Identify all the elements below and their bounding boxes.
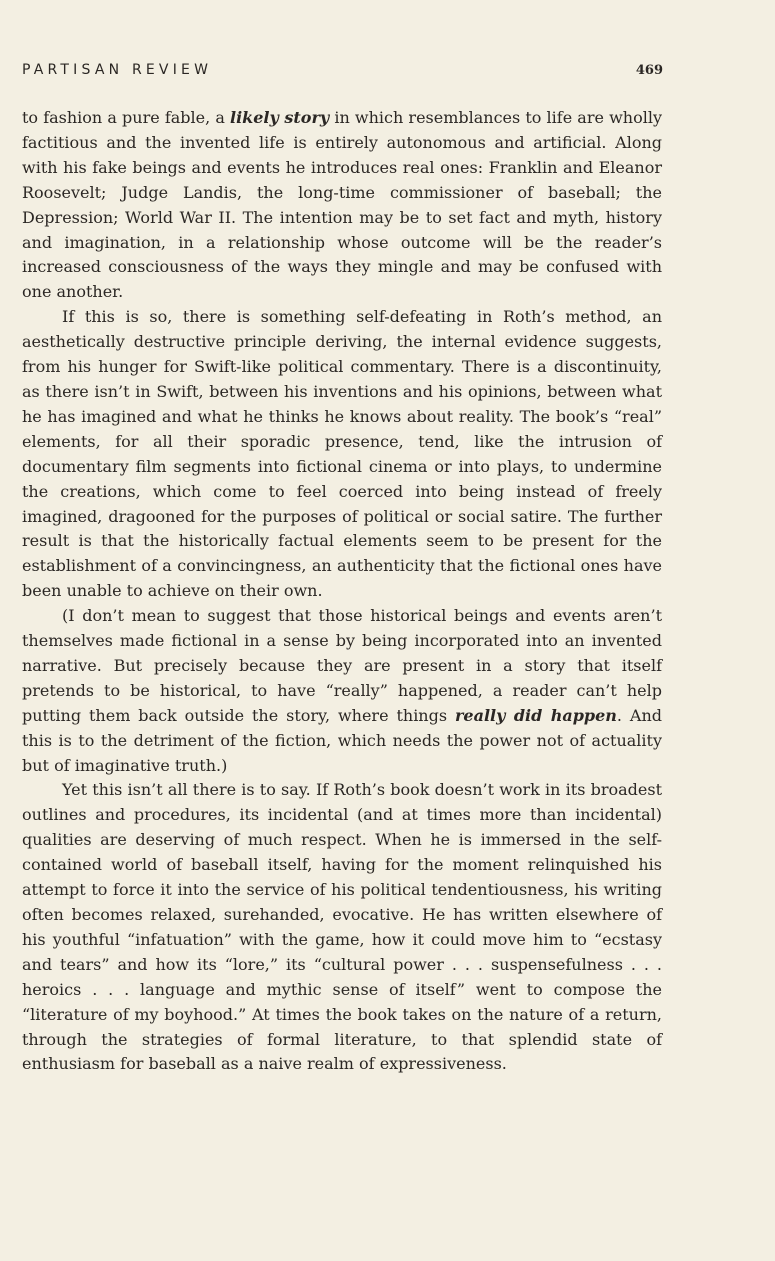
paragraph <box>22 305 662 604</box>
running-header <box>22 62 663 78</box>
text-run: in which resemblances to life are wholly factitious and the invented life is entirely autonomous and artificial. Along with his fake beings and events he introduces real ones: Franklin and Eleanor Roosevelt; Judge Landis, the long-time commissioner of baseball; the Depression; World War II. The intention may be to set fact and myth, history and imagination, in a relationship whose outcome will be the reader’s increased consciousness of the ways they mingle and may be confused with one another. <box>22 108 663 302</box>
text-run: If this is so, there is something self-defeating in Roth’s method, an aesthetically destructive principle deriving, the internal evidence suggests, from his hunger for Swift-like political commentary. There is a discontinuity, as there isn’t in Swift, between his inventions and his opinions, between what he has imagined and what he thinks he knows about reality. The book’s “real” elements, for all their sporadic presence, tend, like the intrusion of documentary film segments into fictional cinema or into plays, to undermine the creations, which come to feel coerced into being instead of freely imagined, dragooned for the purposes of political or social satire. The further result is that the historically factual elements seem to be present for the establishment of a convincingness, an authenticity that the fictional ones have been unable to achieve on their own. <box>22 307 662 601</box>
text-run: (I don’t mean to suggest that those historical beings and events aren’t themselves made fictional in a sense by being incorporated into an invented narrative. But precisely because they are present in a story that itself pretends to be historical, to have “really” happened, a reader can’t help putting them back outside the story, where things <box>22 606 662 725</box>
body-text <box>22 106 662 1077</box>
text-run: Yet this isn’t all there is to say. If Roth’s book doesn’t work in its broadest outlines and procedures, its incidental (and at times more than incidental) qualities are deserving of much respect. When he is immersed in the self-contained world of baseball itself, having for the moment relinquished his attempt to force it into the service of his political tendentiousness, his writing often becomes relaxed, surehanded, evocative. He has written elsewhere of his youthful “infatuation” with the game, how it could move him to “ecstasy and tears” and how its “lore,” its “cultural power . . . suspensefulness . . . heroics . . . language and mythic sense of itself” went to compose the “literature of my boyhood.” At times the book takes on the nature of a return, through the strategies of formal literature, to that splendid state of enthusiasm for baseball as a naive realm of expressiveness. <box>22 780 662 1074</box>
text-run: . And this is to the detriment of the fiction, which needs the power not of actuality but of imaginative truth.) <box>22 705 663 775</box>
paragraph <box>22 778 662 1077</box>
paragraph <box>22 106 662 305</box>
page-number: 469 <box>635 63 663 78</box>
text-run: to fashion a pure fable, a <box>22 108 230 127</box>
italic-phrase: likely story <box>230 108 330 127</box>
journal-title: PARTISAN REVIEW <box>22 62 213 78</box>
italic-phrase: really did happen <box>455 705 617 725</box>
paragraph <box>22 604 662 778</box>
